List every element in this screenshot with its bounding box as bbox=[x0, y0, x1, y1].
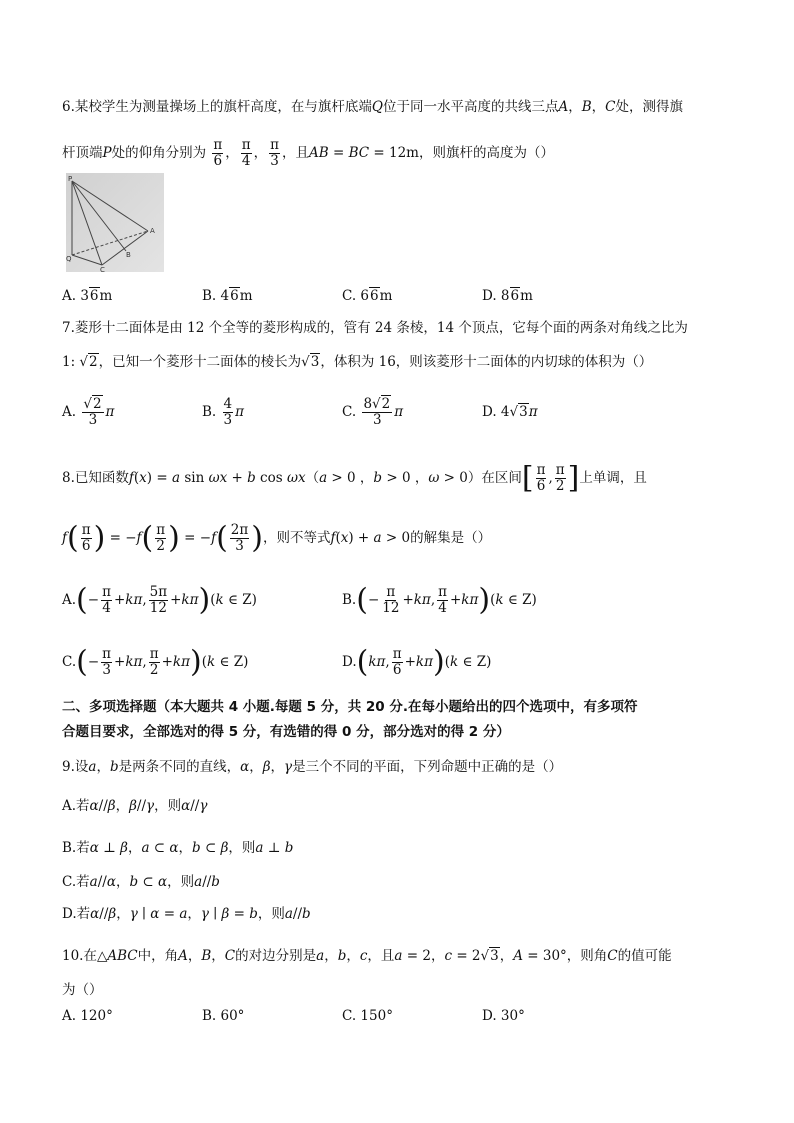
q6-line-2: 杆顶端P处的仰角分别为 $\frac{\pi}{6}$ ， $\frac{\pi}{4}$ ， $\frac{\pi}{3}$ ，且AB = BC = 12m，则旗杆的高度为（） bbox=[62, 137, 554, 169]
q7-option-a[interactable]: A. $\frac{√2}{3}$ π bbox=[62, 396, 115, 428]
q9-text: ，则 bbox=[228, 840, 256, 856]
q10-text: 中，角 bbox=[137, 948, 179, 964]
q10-line-1: 10.在△ABC中，角A，B，C的对边分别是a，b，c，且a = 2，c = 2√3，A = 30°，则角C的值可能 bbox=[62, 948, 672, 964]
q9-text: 是两条不同的直线， bbox=[118, 759, 241, 775]
q9-option-c[interactable]: C.若a//α，b ⊂ α，则a//b bbox=[62, 874, 220, 890]
q6-option-a[interactable]: A. 36m bbox=[62, 288, 113, 304]
q6-option-c[interactable]: C. 66m bbox=[342, 288, 393, 304]
q8-option-b[interactable]: B.(− $\frac{\pi}{12}$ +kπ, $\frac{\pi}{4}$ +kπ)(k ∈ Z) bbox=[342, 582, 537, 618]
flagpole-figure bbox=[66, 173, 164, 272]
svg-text:Q: Q bbox=[66, 255, 72, 263]
q7-text: ，体积为 16，则该菱形十二面体的内切球的体积为（） bbox=[320, 354, 653, 370]
q10-option-a[interactable]: A. 120° bbox=[62, 1008, 113, 1024]
q8-text: 上单调，且 bbox=[579, 470, 647, 486]
q8-line-1: 8.已知函数f(x) = a sin ωx + b cos ωx（a > 0 ，b > 0 ，ω > 0）在区间[ $\frac{\pi}{6}$ , $\frac{\pi}{2}$ ]上单调，且 bbox=[62, 460, 647, 496]
q9-stem: 9.设a，b是两条不同的直线，α，β，γ是三个不同的平面，下列命题中正确的是（） bbox=[62, 759, 563, 775]
q10-text: ，且 bbox=[367, 948, 395, 964]
q9-text: 是三个不同的平面，下列命题中正确的是（） bbox=[292, 759, 563, 775]
q9-text: ，则 bbox=[154, 798, 182, 814]
section-heading: 二、多项选择题（本大题共 4 小题.每题 5 分，共 20 分.在每小题给出的四个选项中，有多项符 bbox=[62, 699, 638, 715]
svg-text:B: B bbox=[126, 251, 131, 259]
q6-text: ，且 bbox=[282, 145, 310, 161]
q7-text: ，已知一个菱形十二面体的棱长为 bbox=[98, 354, 302, 370]
q9-text: ，则 bbox=[167, 874, 195, 890]
q7-line-2: 1: √2，已知一个菱形十二面体的棱长为√3，体积为 16，则该菱形十二面体的内切球的体积为（） bbox=[62, 354, 653, 370]
q10-option-c[interactable]: C. 150° bbox=[342, 1008, 393, 1024]
q6-option-d[interactable]: D. 86m bbox=[482, 288, 533, 304]
svg-text:C: C bbox=[100, 266, 105, 272]
q6-text: 处，测得旗 bbox=[615, 99, 683, 115]
math-fraction: $\frac{\pi}{6}$ bbox=[213, 137, 223, 169]
q6-text: 处的仰角分别为 bbox=[111, 145, 207, 161]
q10-line-2: 为（） bbox=[62, 982, 103, 998]
q10-text: 的值可能 bbox=[617, 948, 672, 964]
section-heading-2: 合题目要求，全部选对的得 5 分，有选错的得 0 分，部分选对的得 2 分） bbox=[62, 724, 510, 740]
q9-option-b[interactable]: B.若α ⊥ β，a ⊂ α，b ⊂ β，则a ⊥ b bbox=[62, 840, 294, 856]
q10-text: 的对边分别是 bbox=[235, 948, 317, 964]
q6-text: ，则旗杆的高度为（） bbox=[418, 145, 554, 161]
q9-text: A.若 bbox=[62, 798, 90, 814]
q10-option-d[interactable]: D. 30° bbox=[482, 1008, 525, 1024]
q6-line-1: 6.某校学生为测量操场上的旗杆高度，在与旗杆底端Q位于同一水平高度的共线三点A，B，C处，测得旗 bbox=[62, 99, 683, 115]
q8-option-c[interactable]: C.(− $\frac{\pi}{3}$ +kπ, $\frac{\pi}{2}$ +kπ)(k ∈ Z) bbox=[62, 644, 249, 680]
q8-line-2: f( $\frac{\pi}{6}$ ) = −f( $\frac{\pi}{2}$ ) = −f( $\frac{2\pi}{3}$ )，则不等式f(x) + a > 0的解集是（） bbox=[62, 520, 492, 556]
math-fraction: $\frac{\pi}{3}$ bbox=[270, 137, 280, 169]
q9-text: 9.设 bbox=[62, 759, 89, 775]
q9-text: D.若 bbox=[62, 906, 91, 922]
svg-text:A: A bbox=[150, 227, 155, 235]
q8-option-d[interactable]: D.(kπ, $\frac{\pi}{6}$ +kπ)(k ∈ Z) bbox=[342, 644, 492, 680]
math-fraction: $\frac{\pi}{4}$ bbox=[241, 137, 251, 169]
q9-text: C.若 bbox=[62, 874, 90, 890]
q7-option-d[interactable]: D. 4√3π bbox=[482, 404, 538, 420]
q10-text: ，则角 bbox=[566, 948, 608, 964]
q6-text: 杆顶端 bbox=[62, 145, 103, 161]
q6-text: 6.某校学生为测量操场上的旗杆高度，在与旗杆底端 bbox=[62, 99, 372, 115]
q8-text: ，则不等式 bbox=[262, 530, 331, 546]
q6-text: 位于同一水平高度的共线三点 bbox=[382, 99, 559, 115]
q8-text: ）在区间 bbox=[467, 470, 522, 486]
q9-option-d[interactable]: D.若α//β，γ ∣ α = a，γ ∣ β = b，则a//b bbox=[62, 906, 311, 922]
q8-option-a[interactable]: A.(− $\frac{\pi}{4}$ +kπ, $\frac{5\pi}{12}$ +kπ)(k ∈ Z) bbox=[62, 582, 257, 618]
q6-option-b[interactable]: B. 46m bbox=[202, 288, 253, 304]
q9-option-a[interactable]: A.若α//β，β//γ，则α//γ bbox=[62, 798, 208, 814]
svg-text:P: P bbox=[68, 175, 73, 183]
q10-text: 10.在 bbox=[62, 948, 97, 964]
q7-option-b[interactable]: B. $\frac{4}{3}$ π bbox=[202, 396, 244, 428]
q8-text: 8.已知函数 bbox=[62, 470, 129, 486]
q7-text: 7.菱形十二面体是由 12 个全等的菱形构成的，管有 24 条棱，14 个顶点，它每个面的两条对角线之比为 bbox=[62, 320, 688, 336]
q10-option-b[interactable]: B. 60° bbox=[202, 1008, 245, 1024]
q7-line-1 bbox=[62, 318, 688, 338]
q8-text: 的解集是（） bbox=[410, 530, 492, 546]
q7-option-c[interactable]: C. $\frac{8√2}{3}$ π bbox=[342, 396, 404, 428]
q9-text: B.若 bbox=[62, 840, 90, 856]
